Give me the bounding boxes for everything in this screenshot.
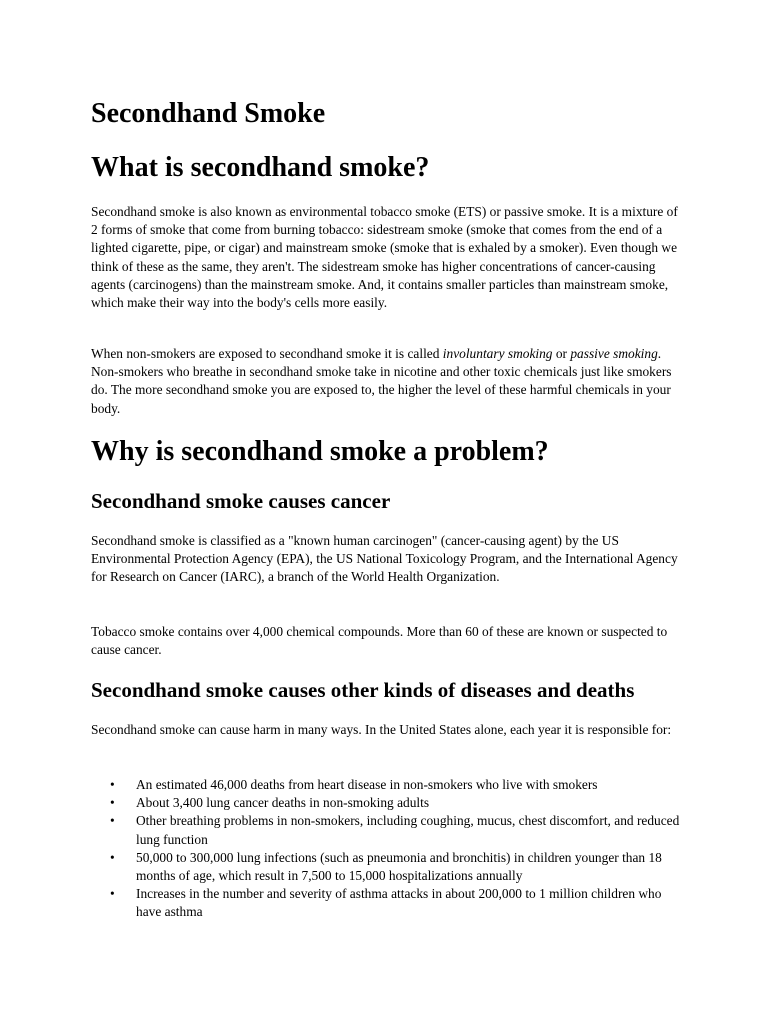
- term-involuntary-smoking: involuntary smoking: [442, 346, 553, 361]
- term-passive-smoking: passive smoking: [570, 346, 658, 361]
- list-item: [110, 849, 681, 885]
- paragraph-involuntary-smoking: [91, 345, 681, 418]
- section-heading-what-is: What is secondhand smoke?: [91, 152, 430, 183]
- bullet-icon: •: [110, 777, 115, 792]
- paragraph-text: or: [552, 346, 571, 361]
- bullet-icon: •: [110, 795, 115, 811]
- list-item-text: Other breathing problems in non-smokers, including coughing, mucus, chest discomfort, and reduced lung function: [136, 813, 680, 847]
- paragraph-carcinogen: Secondhand smoke is classified as a "known human carcinogen" (cancer-causing agent) by the US Environmental Protection Agency (EPA), the US National Toxicology Program, and the International Agency for Research on Cancer (IARC), a branch of the World Health Organization.: [91, 533, 678, 585]
- paragraph-chemical-compounds: Tobacco smoke contains over 4,000 chemical compounds. More than 60 of these are known or suspected to cause cancer.: [91, 624, 668, 658]
- subheading-causes-cancer: Secondhand smoke causes cancer: [91, 489, 391, 513]
- paragraph-harm-intro: Secondhand smoke can cause harm in many ways. In the United States alone, each year it is responsible for:: [91, 722, 672, 737]
- list-item-text: 50,000 to 300,000 lung infections (such as pneumonia and bronchitis) in children younger than 18 months of age, which result in 7,500 to 15,000 hospitalizations annually: [136, 849, 662, 884]
- section-heading-why-problem: Why is secondhand smoke a problem?: [91, 436, 549, 467]
- harm-list: [91, 776, 681, 922]
- list-item: [110, 885, 681, 921]
- list-item-text: Increases in the number and severity of asthma attacks in about 200,000 to 1 million children who have asthma: [136, 886, 662, 920]
- subheading-other-diseases: Secondhand smoke causes other kinds of diseases and deaths: [91, 678, 635, 702]
- paragraph-text: . Non-smokers who breathe in secondhand smoke take in nicotine and other toxic chemicals just like smokers do. The more secondhand smoke you are exposed to, the higher the level of these harmful chemicals in your body.: [91, 346, 672, 416]
- bullet-icon: •: [110, 849, 115, 865]
- paragraph-definition: Secondhand smoke is also known as environmental tobacco smoke (ETS) or passive smoke. It is a mixture of 2 forms of smoke that come from burning tobacco: sidestream smoke (smoke that comes from the end of a lighted cigarette, pipe, or cigar) and mainstream smoke (smoke that is exhaled by a smoker). Even though we think of these as the same, they aren't. The sidestream smoke has higher concentrations of cancer-causing agents (carcinogens) than the mainstream smoke. And, it contains smaller particles than mainstream smoke, which make their way into the body's cells more easily.: [91, 204, 678, 311]
- paragraph-text: When non-smokers are exposed to secondhand smoke it is called: [91, 346, 443, 361]
- document-title: Secondhand Smoke: [91, 98, 326, 129]
- list-item-text: About 3,400 lung cancer deaths in non-smoking adults: [136, 795, 430, 811]
- list-item: [110, 776, 681, 794]
- bullet-icon: •: [110, 886, 115, 902]
- list-item: [110, 812, 681, 848]
- list-item-text: An estimated 46,000 deaths from heart disease in non-smokers who live with smokers: [136, 777, 598, 792]
- list-item: [110, 794, 681, 812]
- bullet-icon: •: [110, 813, 115, 829]
